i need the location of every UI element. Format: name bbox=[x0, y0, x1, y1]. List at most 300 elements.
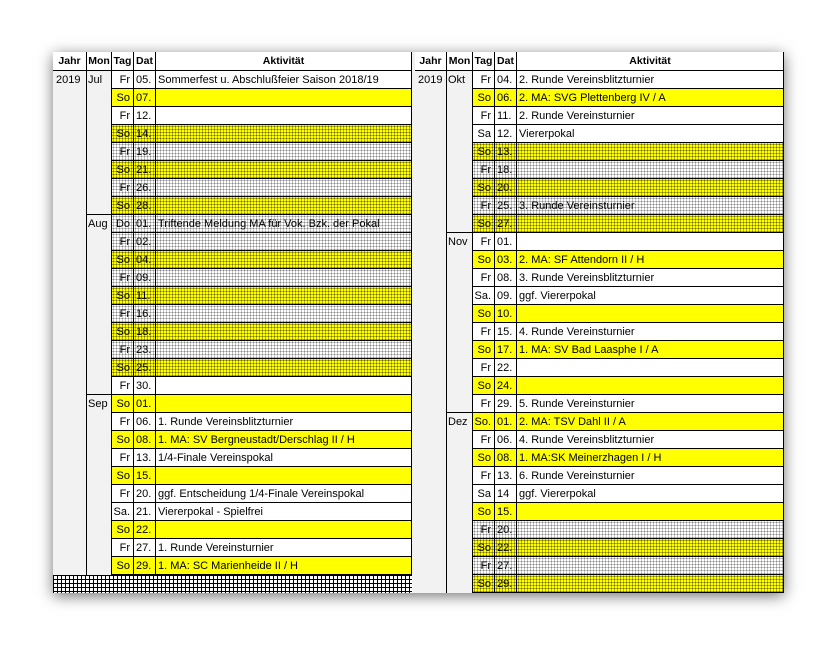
activity-cell[interactable] bbox=[517, 521, 784, 539]
year-cell bbox=[53, 143, 87, 161]
activity-cell[interactable]: 5. Runde Vereinsturnier bbox=[517, 395, 784, 413]
year-cell bbox=[415, 107, 447, 125]
month-cell bbox=[447, 467, 473, 485]
calendar-row bbox=[415, 557, 784, 575]
activity-cell[interactable]: 2. MA: TSV Dahl II / A bbox=[517, 413, 784, 431]
month-cell bbox=[447, 557, 473, 575]
activity-cell[interactable] bbox=[517, 503, 784, 521]
weekday-cell: So bbox=[473, 89, 495, 107]
calendar-row bbox=[415, 377, 784, 395]
year-cell bbox=[415, 143, 447, 161]
month-cell bbox=[447, 431, 473, 449]
date-cell: 08. bbox=[134, 431, 156, 449]
date-cell: 11. bbox=[495, 107, 517, 125]
activity-cell[interactable] bbox=[517, 143, 784, 161]
date-cell: 25. bbox=[134, 359, 156, 377]
calendar-row bbox=[415, 359, 784, 377]
date-cell: 20. bbox=[495, 521, 517, 539]
calendar-row bbox=[53, 89, 412, 107]
weekday-cell: So bbox=[473, 305, 495, 323]
date-cell: 29. bbox=[495, 395, 517, 413]
weekday-cell: Fr bbox=[112, 341, 134, 359]
year-cell bbox=[415, 503, 447, 521]
date-cell: 18. bbox=[495, 161, 517, 179]
year-cell bbox=[415, 161, 447, 179]
month-cell bbox=[447, 251, 473, 269]
month-cell bbox=[87, 503, 112, 521]
date-cell: 01. bbox=[495, 233, 517, 251]
activity-cell[interactable] bbox=[156, 197, 412, 215]
month-cell bbox=[447, 575, 473, 593]
weekday-cell: So bbox=[473, 179, 495, 197]
month-cell bbox=[87, 449, 112, 467]
date-cell: 24. bbox=[495, 377, 517, 395]
date-cell: 21. bbox=[134, 161, 156, 179]
weekday-cell: Fr bbox=[473, 467, 495, 485]
year-cell bbox=[53, 539, 87, 557]
activity-cell[interactable] bbox=[156, 107, 412, 125]
month-cell bbox=[447, 107, 473, 125]
year-cell bbox=[415, 431, 447, 449]
year-cell bbox=[415, 467, 447, 485]
month-cell bbox=[447, 359, 473, 377]
weekday-cell: So bbox=[112, 557, 134, 575]
weekday-cell: Fr bbox=[473, 521, 495, 539]
month-cell bbox=[447, 125, 473, 143]
empty-grid-row bbox=[53, 575, 412, 593]
weekday-cell: So bbox=[112, 521, 134, 539]
activity-cell[interactable] bbox=[156, 377, 412, 395]
activity-cell[interactable] bbox=[517, 575, 784, 593]
month-cell: Aug bbox=[87, 215, 112, 233]
activity-cell[interactable] bbox=[517, 305, 784, 323]
left-header-row bbox=[53, 52, 412, 71]
activity-cell[interactable] bbox=[517, 359, 784, 377]
calendar-row bbox=[53, 215, 412, 233]
activity-cell[interactable] bbox=[156, 233, 412, 251]
date-cell: 14 bbox=[495, 485, 517, 503]
weekday-cell: Fr bbox=[112, 539, 134, 557]
year-cell bbox=[53, 161, 87, 179]
year-cell bbox=[53, 215, 87, 233]
date-cell: 01. bbox=[134, 395, 156, 413]
weekday-cell: So bbox=[112, 287, 134, 305]
year-cell bbox=[53, 179, 87, 197]
weekday-cell: Fr bbox=[112, 179, 134, 197]
date-cell: 06. bbox=[495, 89, 517, 107]
weekday-cell: Fr bbox=[112, 269, 134, 287]
calendar-row bbox=[53, 125, 412, 143]
date-cell: 06. bbox=[134, 413, 156, 431]
calendar-row bbox=[415, 521, 784, 539]
activity-cell[interactable]: 3. Runde Vereinsblitzturnier bbox=[517, 269, 784, 287]
year-cell bbox=[53, 197, 87, 215]
date-cell: 04. bbox=[134, 251, 156, 269]
month-cell bbox=[447, 377, 473, 395]
calendar-row bbox=[415, 89, 784, 107]
date-cell: 14. bbox=[134, 125, 156, 143]
calendar-row bbox=[53, 179, 412, 197]
month-cell bbox=[87, 323, 112, 341]
month-cell bbox=[447, 485, 473, 503]
activity-cell[interactable] bbox=[156, 125, 412, 143]
month-cell bbox=[87, 287, 112, 305]
month-cell bbox=[447, 215, 473, 233]
calendar-row bbox=[53, 503, 412, 521]
calendar-row bbox=[415, 233, 784, 251]
calendar-row bbox=[53, 233, 412, 251]
year-cell bbox=[415, 575, 447, 593]
date-cell: 08. bbox=[495, 269, 517, 287]
year-cell bbox=[415, 539, 447, 557]
month-cell bbox=[87, 557, 112, 575]
header-aktivitaet: Aktivität bbox=[517, 52, 784, 70]
activity-cell[interactable]: 1. MA: SV Bergneustadt/Derschlag II / H bbox=[156, 431, 412, 449]
weekday-cell: Fr bbox=[112, 377, 134, 395]
date-cell: 10. bbox=[495, 305, 517, 323]
calendar-row bbox=[415, 413, 784, 431]
year-cell bbox=[53, 287, 87, 305]
calendar-row bbox=[53, 269, 412, 287]
activity-cell[interactable] bbox=[517, 233, 784, 251]
activity-cell[interactable] bbox=[517, 179, 784, 197]
calendar-row bbox=[415, 395, 784, 413]
month-cell bbox=[87, 341, 112, 359]
date-cell: 18. bbox=[134, 323, 156, 341]
activity-cell[interactable]: 2. Runde Vereinsturnier bbox=[517, 107, 784, 125]
year-cell bbox=[415, 341, 447, 359]
weekday-cell: Fr bbox=[112, 71, 134, 89]
date-cell: 20. bbox=[495, 179, 517, 197]
date-cell: 03. bbox=[495, 251, 517, 269]
activity-cell[interactable] bbox=[156, 305, 412, 323]
year-cell bbox=[415, 233, 447, 251]
calendar-row bbox=[415, 431, 784, 449]
date-cell: 15. bbox=[134, 467, 156, 485]
activity-cell[interactable]: 1. MA: SV Bad Laasphe I / A bbox=[517, 341, 784, 359]
calendar-row bbox=[415, 107, 784, 125]
date-cell: 16. bbox=[134, 305, 156, 323]
activity-cell[interactable] bbox=[156, 467, 412, 485]
calendar-row bbox=[53, 305, 412, 323]
year-cell bbox=[415, 125, 447, 143]
month-cell: Okt bbox=[447, 71, 473, 89]
year-cell bbox=[53, 449, 87, 467]
date-cell: 27. bbox=[134, 539, 156, 557]
weekday-cell: So bbox=[473, 503, 495, 521]
date-cell: 07. bbox=[134, 89, 156, 107]
date-cell: 12. bbox=[134, 107, 156, 125]
month-cell: Dez bbox=[447, 413, 473, 431]
activity-cell[interactable] bbox=[156, 323, 412, 341]
year-cell bbox=[53, 395, 87, 413]
year-cell bbox=[415, 197, 447, 215]
weekday-cell: Fr bbox=[473, 359, 495, 377]
year-cell bbox=[415, 215, 447, 233]
date-cell: 09. bbox=[134, 269, 156, 287]
calendar-row bbox=[53, 287, 412, 305]
calendar-row bbox=[53, 251, 412, 269]
year-cell bbox=[415, 323, 447, 341]
activity-cell[interactable]: 1. MA:SK Meinerzhagen I / H bbox=[517, 449, 784, 467]
date-cell: 01. bbox=[134, 215, 156, 233]
date-cell: 05. bbox=[134, 71, 156, 89]
activity-cell[interactable] bbox=[517, 539, 784, 557]
month-cell bbox=[447, 503, 473, 521]
year-cell bbox=[53, 413, 87, 431]
calendar-row bbox=[415, 539, 784, 557]
year-cell bbox=[415, 485, 447, 503]
date-cell: 12. bbox=[495, 125, 517, 143]
activity-cell[interactable] bbox=[156, 395, 412, 413]
calendar-row bbox=[415, 71, 784, 89]
activity-cell[interactable] bbox=[156, 521, 412, 539]
weekday-cell: So. bbox=[473, 413, 495, 431]
date-cell: 15. bbox=[495, 503, 517, 521]
calendar-row bbox=[53, 395, 412, 413]
activity-cell[interactable]: 3. Runde Vereinsturnier bbox=[517, 197, 784, 215]
date-cell: 29. bbox=[134, 557, 156, 575]
weekday-cell: So bbox=[473, 251, 495, 269]
month-cell bbox=[447, 269, 473, 287]
year-cell bbox=[53, 269, 87, 287]
activity-cell[interactable]: 1/4-Finale Vereinspokal bbox=[156, 449, 412, 467]
weekday-cell: So bbox=[473, 539, 495, 557]
year-cell bbox=[53, 323, 87, 341]
activity-cell[interactable] bbox=[156, 89, 412, 107]
activity-cell[interactable] bbox=[156, 179, 412, 197]
header-mon: Mon bbox=[87, 52, 112, 70]
weekday-cell: So bbox=[473, 143, 495, 161]
weekday-cell: So bbox=[473, 449, 495, 467]
weekday-cell: Fr bbox=[112, 107, 134, 125]
weekday-cell: Fr bbox=[473, 269, 495, 287]
calendar-row bbox=[53, 107, 412, 125]
year-cell bbox=[415, 449, 447, 467]
date-cell: 15. bbox=[495, 323, 517, 341]
date-cell: 11. bbox=[134, 287, 156, 305]
weekday-cell: Fr bbox=[473, 71, 495, 89]
activity-cell[interactable]: 2. Runde Vereinsblitzturnier bbox=[517, 71, 784, 89]
date-cell: 19. bbox=[134, 143, 156, 161]
weekday-cell: Fr bbox=[112, 305, 134, 323]
weekday-cell: So bbox=[112, 125, 134, 143]
month-cell: Sep bbox=[87, 395, 112, 413]
year-cell bbox=[415, 413, 447, 431]
calendar-row bbox=[415, 215, 784, 233]
activity-cell[interactable]: 2. MA: SF Attendorn II / H bbox=[517, 251, 784, 269]
date-cell: 30. bbox=[134, 377, 156, 395]
date-cell: 26. bbox=[134, 179, 156, 197]
month-cell bbox=[87, 359, 112, 377]
year-cell bbox=[53, 125, 87, 143]
weekday-cell: Fr bbox=[112, 233, 134, 251]
weekday-cell: Do bbox=[112, 215, 134, 233]
calendar-row bbox=[53, 557, 412, 575]
weekday-cell: Fr bbox=[112, 485, 134, 503]
year-cell: 2019 bbox=[53, 71, 87, 89]
year-cell bbox=[53, 557, 87, 575]
weekday-cell: Fr bbox=[473, 395, 495, 413]
year-cell bbox=[415, 179, 447, 197]
year-cell bbox=[53, 377, 87, 395]
activity-cell[interactable]: 6. Runde Vereinsturnier bbox=[517, 467, 784, 485]
activity-cell[interactable]: Triftende Meldung MA für Vok. Bzk. der Pokal bbox=[156, 215, 412, 233]
activity-cell[interactable] bbox=[156, 161, 412, 179]
activity-cell[interactable]: Viererpokal - Spielfrei bbox=[156, 503, 412, 521]
weekday-cell: So bbox=[112, 395, 134, 413]
year-cell bbox=[415, 359, 447, 377]
activity-cell[interactable]: 4. Runde Vereinsblitzturnier bbox=[517, 431, 784, 449]
month-cell bbox=[87, 539, 112, 557]
activity-cell[interactable] bbox=[517, 557, 784, 575]
month-cell bbox=[447, 395, 473, 413]
calendar-row bbox=[415, 323, 784, 341]
calendar-sheet bbox=[53, 52, 784, 593]
activity-cell[interactable]: 1. MA: SC Marienheide II / H bbox=[156, 557, 412, 575]
calendar-row bbox=[53, 413, 412, 431]
date-cell: 22. bbox=[495, 539, 517, 557]
month-cell bbox=[447, 197, 473, 215]
month-cell bbox=[447, 449, 473, 467]
date-cell: 01. bbox=[495, 413, 517, 431]
month-cell: Nov bbox=[447, 233, 473, 251]
weekday-cell: So bbox=[112, 431, 134, 449]
calendar-row bbox=[415, 179, 784, 197]
month-cell bbox=[447, 179, 473, 197]
month-cell bbox=[447, 305, 473, 323]
year-cell bbox=[415, 251, 447, 269]
activity-cell[interactable] bbox=[156, 269, 412, 287]
activity-cell[interactable] bbox=[156, 287, 412, 305]
activity-cell[interactable]: ggf. Viererpokal bbox=[517, 287, 784, 305]
calendar-row bbox=[53, 341, 412, 359]
weekday-cell: So bbox=[112, 89, 134, 107]
activity-cell[interactable] bbox=[156, 359, 412, 377]
calendar-row bbox=[53, 161, 412, 179]
weekday-cell: Sa bbox=[473, 125, 495, 143]
date-cell: 13. bbox=[495, 143, 517, 161]
weekday-cell: So bbox=[473, 215, 495, 233]
date-cell: 09. bbox=[495, 287, 517, 305]
year-cell bbox=[53, 233, 87, 251]
month-cell bbox=[87, 377, 112, 395]
activity-cell[interactable]: 2. MA: SVG Plettenberg IV / A bbox=[517, 89, 784, 107]
date-cell: 08. bbox=[495, 449, 517, 467]
calendar-row bbox=[415, 467, 784, 485]
header-aktivitaet: Aktivität bbox=[156, 52, 412, 70]
date-cell: 20. bbox=[134, 485, 156, 503]
year-cell bbox=[53, 107, 87, 125]
month-cell bbox=[447, 539, 473, 557]
weekday-cell: Sa. bbox=[473, 287, 495, 305]
calendar-row bbox=[53, 449, 412, 467]
year-cell bbox=[415, 269, 447, 287]
weekday-cell: Fr bbox=[473, 161, 495, 179]
month-cell bbox=[87, 251, 112, 269]
calendar-row bbox=[415, 125, 784, 143]
calendar-row bbox=[415, 197, 784, 215]
calendar-row bbox=[53, 323, 412, 341]
activity-cell[interactable]: ggf. Entscheidung 1/4-Finale Vereinspokal bbox=[156, 485, 412, 503]
calendar-row bbox=[53, 377, 412, 395]
month-cell bbox=[447, 89, 473, 107]
activity-cell[interactable] bbox=[156, 143, 412, 161]
month-cell bbox=[87, 89, 112, 107]
activity-cell[interactable]: 1. Runde Vereinsturnier bbox=[156, 539, 412, 557]
activity-cell[interactable]: 1. Runde Vereinsblitzturnier bbox=[156, 413, 412, 431]
header-mon: Mon bbox=[447, 52, 473, 70]
calendar-row bbox=[415, 449, 784, 467]
activity-cell[interactable]: Sommerfest u. Abschlußfeier Saison 2018/19 bbox=[156, 71, 412, 89]
activity-cell[interactable] bbox=[156, 251, 412, 269]
header-tag: Tag bbox=[473, 52, 495, 70]
calendar-row bbox=[53, 467, 412, 485]
year-cell bbox=[415, 377, 447, 395]
weekday-cell: So bbox=[473, 377, 495, 395]
calendar-row bbox=[53, 197, 412, 215]
calendar-row bbox=[415, 485, 784, 503]
activity-cell[interactable] bbox=[156, 341, 412, 359]
calendar-row bbox=[415, 287, 784, 305]
month-cell bbox=[87, 305, 112, 323]
date-cell: 29. bbox=[495, 575, 517, 593]
year-cell: 2019 bbox=[415, 71, 447, 89]
month-cell bbox=[447, 323, 473, 341]
calendar-row bbox=[415, 269, 784, 287]
year-cell bbox=[53, 485, 87, 503]
month-cell bbox=[87, 107, 112, 125]
header-jahr: Jahr bbox=[415, 52, 447, 70]
activity-cell[interactable] bbox=[517, 377, 784, 395]
year-cell bbox=[415, 287, 447, 305]
year-cell bbox=[53, 503, 87, 521]
year-cell bbox=[53, 359, 87, 377]
date-cell: 22. bbox=[495, 359, 517, 377]
date-cell: 13. bbox=[495, 467, 517, 485]
calendar-row bbox=[53, 143, 412, 161]
date-cell: 25. bbox=[495, 197, 517, 215]
calendar-row bbox=[53, 71, 412, 89]
weekday-cell: Fr bbox=[473, 557, 495, 575]
month-cell bbox=[447, 287, 473, 305]
calendar-row bbox=[415, 161, 784, 179]
activity-cell[interactable] bbox=[517, 161, 784, 179]
month-cell bbox=[87, 269, 112, 287]
weekday-cell: So bbox=[473, 575, 495, 593]
year-cell bbox=[415, 395, 447, 413]
weekday-cell: Sa bbox=[473, 485, 495, 503]
activity-cell[interactable] bbox=[517, 215, 784, 233]
weekday-cell: Fr bbox=[473, 197, 495, 215]
calendar-row bbox=[415, 305, 784, 323]
month-cell bbox=[87, 485, 112, 503]
activity-cell[interactable]: Viererpokal bbox=[517, 125, 784, 143]
calendar-row bbox=[415, 143, 784, 161]
weekday-cell: Fr bbox=[112, 449, 134, 467]
weekday-cell: Fr bbox=[473, 107, 495, 125]
calendar-row bbox=[415, 575, 784, 593]
month-cell: Jul bbox=[87, 71, 112, 89]
weekday-cell: So bbox=[112, 197, 134, 215]
activity-cell[interactable]: ggf. Viererpokal bbox=[517, 485, 784, 503]
calendar-row bbox=[53, 359, 412, 377]
year-cell bbox=[53, 431, 87, 449]
activity-cell[interactable]: 4. Runde Vereinsturnier bbox=[517, 323, 784, 341]
weekday-cell: Fr bbox=[473, 323, 495, 341]
month-cell bbox=[87, 161, 112, 179]
header-jahr: Jahr bbox=[53, 52, 87, 70]
